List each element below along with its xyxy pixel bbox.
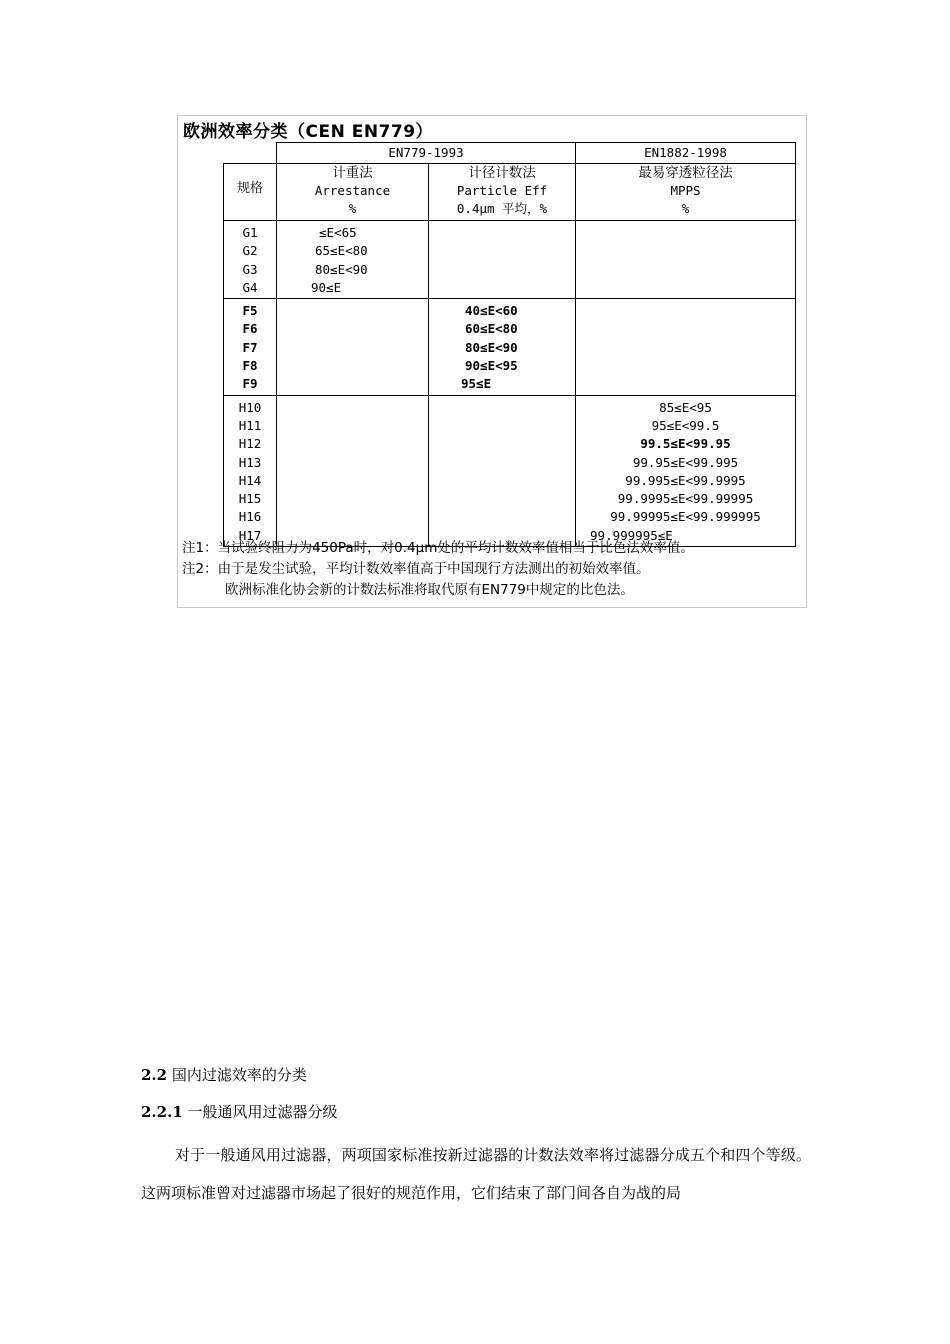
header-arrestance-unit: %	[348, 201, 357, 216]
grade-label: H11	[238, 417, 262, 433]
arrestance-value: 65≤E<80	[315, 243, 368, 259]
note-1: 注1：当试验终阻力为450Pa时，对0.4μm处的平均计数效率值相当于比色法效率值。	[182, 540, 694, 556]
grade-label: F6	[242, 321, 258, 337]
subsection-heading-2-2-1	[141, 1101, 338, 1122]
section-heading-2-2	[141, 1064, 307, 1085]
empty-cell	[277, 395, 429, 546]
grade-label: F5	[242, 303, 258, 319]
header-grade-label: 规格	[236, 181, 263, 196]
grade-label: F8	[242, 358, 258, 374]
grade-label: G4	[242, 279, 258, 295]
grade-label: H14	[238, 472, 262, 488]
header-mpps-cn: 最易穿透粒径法	[638, 165, 733, 181]
grade-label: H16	[238, 509, 262, 525]
grades-h	[224, 395, 277, 546]
group-row-h	[224, 395, 796, 546]
empty-cell	[429, 221, 576, 299]
arrestance-value: 90≤E	[311, 279, 342, 295]
grades-g	[224, 221, 277, 299]
header-arrestance	[277, 164, 429, 221]
particle-eff-value: 90≤E<95	[465, 358, 518, 374]
mpps-values	[576, 395, 796, 546]
figure-notes	[182, 538, 694, 601]
header-particle-eff-cn: 计径计数法	[468, 165, 536, 181]
empty-cell	[576, 299, 796, 395]
group-row-g	[224, 221, 796, 299]
header-mpps-unit: %	[681, 201, 690, 216]
arrestance-value: 80≤E<90	[315, 261, 368, 277]
header-particle-eff-unit: 0.4μm 平均，%	[456, 201, 548, 216]
empty-cell	[576, 221, 796, 299]
particle-eff-value: 95≤E	[461, 376, 492, 392]
empty-cell	[429, 395, 576, 546]
header-mpps	[576, 164, 796, 221]
header-grade	[224, 164, 277, 221]
particle-eff-value: 40≤E<60	[465, 303, 518, 319]
efficiency-table	[223, 142, 796, 547]
mpps-value: 99.9995≤E<99.99995	[617, 491, 754, 507]
figure-title: 欧洲效率分类（CEN EN779）	[183, 122, 434, 142]
section-number: 2.2	[141, 1066, 168, 1084]
particle-eff-value: 60≤E<80	[465, 321, 518, 337]
header-arrestance-en: Arrestance	[314, 183, 391, 198]
mpps-value: 99.99995≤E<99.999995	[610, 509, 761, 525]
header-particle-eff-en: Particle Eff	[456, 183, 548, 198]
grade-label: F9	[242, 376, 258, 392]
group-row-f	[224, 299, 796, 395]
section-title: 国内过滤效率的分类	[171, 1066, 307, 1084]
arrestance-value: ≤E<65	[319, 225, 357, 240]
grade-label: G3	[242, 261, 258, 277]
header-en1882: EN1882-1998	[576, 143, 796, 164]
grade-label: H10	[238, 399, 262, 415]
grade-label: F7	[242, 339, 258, 355]
mpps-value: 95≤E<99.5	[651, 417, 720, 433]
header-particle-eff	[429, 164, 576, 221]
subsection-title: 一般通风用过滤器分级	[187, 1103, 338, 1121]
header-en779: EN779-1993	[277, 143, 576, 164]
classification-figure	[177, 115, 807, 608]
mpps-value: 99.995≤E<99.9995	[625, 472, 746, 488]
grade-label: H17	[238, 527, 262, 543]
subsection-number: 2.2.1	[141, 1103, 183, 1121]
note-2: 注2：由于是发尘试验，平均计数效率值高于中国现行方法测出的初始效率值。	[182, 561, 650, 577]
grades-f	[224, 299, 277, 395]
note-2-continuation: 欧洲标准化协会新的计数法标准将取代原有EN779中规定的比色法。	[225, 582, 634, 598]
mpps-value: 99.95≤E<99.995	[632, 454, 739, 470]
body-paragraph: 对于一般通风用过滤器，两项国家标准按新过滤器的计数法效率将过滤器分成五个和四个等级。这两项标准曾对过滤器市场起了很好的规范作用，它们结束了部门间各自为战的局	[141, 1146, 811, 1202]
grade-label: G2	[242, 243, 258, 259]
grade-label: H15	[238, 491, 262, 507]
mpps-value: 99.5≤E<99.95	[640, 436, 731, 452]
header-mpps-en: MPPS	[670, 183, 701, 198]
particle-eff-value: 80≤E<90	[465, 339, 518, 355]
header-row-standards	[224, 143, 796, 164]
header-row-methods	[224, 164, 796, 221]
particle-eff-values	[429, 299, 576, 395]
grade-label: H12	[238, 436, 262, 452]
empty-cell	[277, 299, 429, 395]
arrestance-values	[277, 221, 429, 299]
grade-label: H13	[238, 454, 262, 470]
header-arrestance-cn: 计重法	[332, 165, 373, 181]
mpps-value: 85≤E<95	[659, 399, 712, 415]
mpps-value: 99.999995≤E	[590, 527, 673, 543]
header-empty-cell	[224, 143, 277, 164]
grade-label: G1	[242, 225, 258, 240]
